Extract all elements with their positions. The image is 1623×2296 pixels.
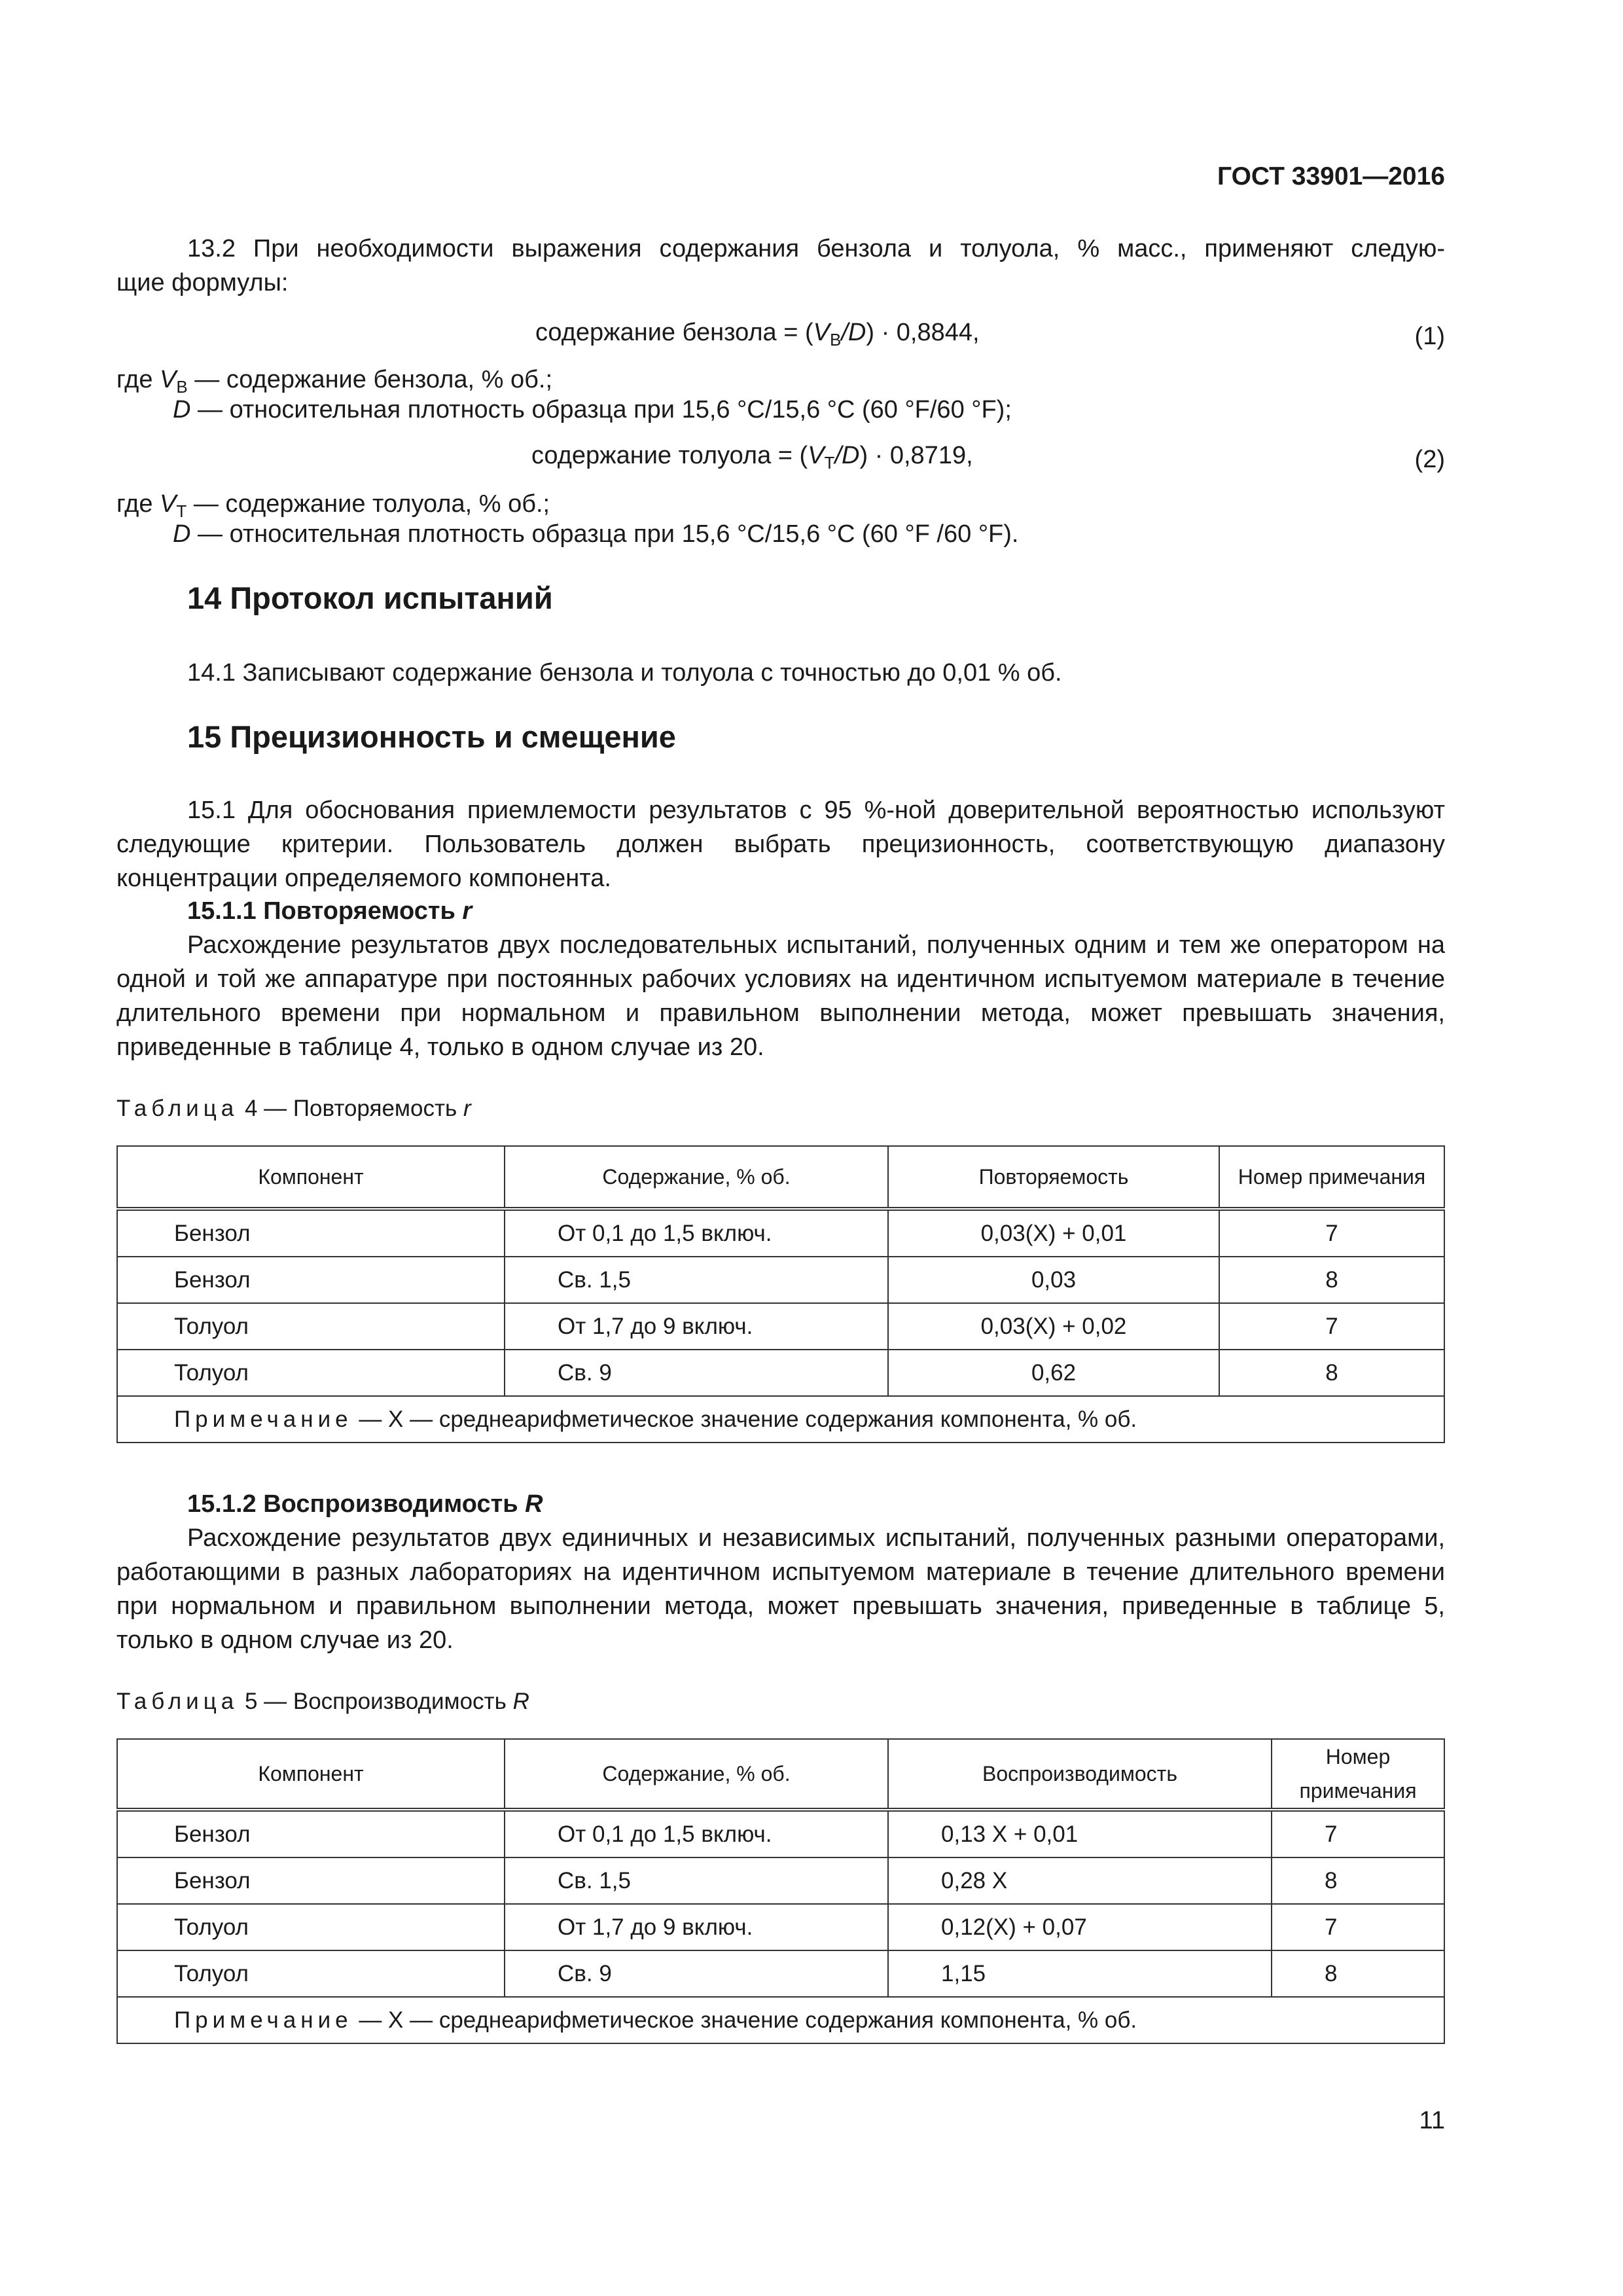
- table-cell: Бензол: [117, 1209, 505, 1257]
- table-row: [117, 1257, 1444, 1303]
- table5-note: Примечание — X — среднеарифметическое значение содержания компонента, % об.: [117, 1997, 1444, 2043]
- table-cell: 8: [1219, 1257, 1444, 1303]
- table-cell: 0,03(X) + 0,02: [888, 1303, 1219, 1350]
- table-cell: Св. 9: [505, 1350, 888, 1396]
- table4-header-repeatability: Повторяемость: [888, 1146, 1219, 1209]
- table-5: [116, 1738, 1445, 2044]
- formula-2: содержание толуола = $(V_T/D) \cdot 0,8719$,: [531, 442, 973, 473]
- formula-1-number: (1): [1414, 323, 1445, 350]
- formula-1: содержание бензола = $(V_B/D) \cdot 0,8844$,: [535, 319, 980, 350]
- section-15-heading: 15 Прецизионность и смещение: [187, 719, 676, 754]
- heading-15-1-1: 15.1.1 Повторяемость r: [187, 897, 473, 925]
- para-15-1: 15.1 Для обоснования приемлемости результатов с 95 %-ной доверительной вероятностью используют следующие критерии. Пользователь должен выбрать прецизионность, соответствующую диапазону концентрации определяемого компонента.: [116, 797, 1445, 892]
- table-cell: Бензол: [117, 1810, 505, 1857]
- table5-header-content: Содержание, % об.: [505, 1739, 888, 1810]
- table-cell: 7: [1272, 1904, 1444, 1950]
- where-1a: где $V_B$ — содержание бензола, % об.;: [116, 366, 553, 397]
- table-cell: 8: [1272, 1950, 1444, 1997]
- table-cell: От 0,1 до 1,5 включ.: [505, 1810, 888, 1857]
- table-cell: Св. 1,5: [505, 1257, 888, 1303]
- table-cell: От 1,7 до 9 включ.: [505, 1303, 888, 1350]
- table-row: [117, 1904, 1444, 1950]
- table-cell: 0,03(X) + 0,01: [888, 1209, 1219, 1257]
- para-14-1: 14.1 Записывают содержание бензола и толуола с точностью до 0,01 % об.: [187, 659, 1062, 687]
- where-2b: D — относительная плотность образца при 15,6 °C/15,6 °C (60 °F /60 °F).: [173, 520, 1019, 548]
- table-note-row: [117, 1396, 1444, 1443]
- para-13-2-line2: щие формулы:: [116, 269, 289, 296]
- table4-note: Примечание — X — среднеарифметическое значение содержания компонента, % об.: [117, 1396, 1444, 1443]
- table-cell: Толуол: [117, 1303, 505, 1350]
- where-1b: D — относительная плотность образца при 15,6 °C/15,6 °C (60 °F/60 °F);: [173, 396, 1012, 423]
- table-cell: Бензол: [117, 1857, 505, 1904]
- table-cell: Толуол: [117, 1904, 505, 1950]
- section-14-heading: 14 Протокол испытаний: [187, 581, 553, 615]
- table-row: [117, 1209, 1444, 1257]
- table-row: [117, 1350, 1444, 1396]
- table4-caption: Таблица 4 — Повторяемость r: [116, 1096, 471, 1121]
- table-cell: 8: [1272, 1857, 1444, 1904]
- heading-15-1-2: 15.1.2 Воспроизводимость R: [187, 1490, 543, 1518]
- table4-header-component: Компонент: [117, 1146, 505, 1209]
- table5-header-reproducibility: Воспроизводимость: [888, 1739, 1272, 1810]
- para-15-1-1: Расхождение результатов двух последовательных испытаний, полученных одним и тем же оператором на одной и той же аппаратуре при постоянных рабочих условиях на идентичном испытуемом материале в течение длительного времени при нормальном и правильном выполнении метода, может превышать значения, приведенные в таблице 4, только в одном случае из 20.: [116, 931, 1445, 1061]
- table5-header-component: Компонент: [117, 1739, 505, 1810]
- table5-header-note-number: Номер примечания: [1272, 1739, 1444, 1810]
- document-id: ГОСТ 33901—2016: [1217, 162, 1445, 190]
- table-cell: 7: [1272, 1810, 1444, 1857]
- table-cell: Св. 1,5: [505, 1857, 888, 1904]
- page-number: 11: [1419, 2107, 1445, 2134]
- table4-header-note-number: Номер примечания: [1219, 1146, 1444, 1209]
- table-cell: 0,28 X: [888, 1857, 1272, 1904]
- table-row: [117, 1950, 1444, 1997]
- table-cell: Толуол: [117, 1950, 505, 1997]
- table-cell: Бензол: [117, 1257, 505, 1303]
- table-cell: 0,03: [888, 1257, 1219, 1303]
- table5-caption: Таблица 5 — Воспроизводимость R: [116, 1689, 529, 1714]
- table-cell: От 0,1 до 1,5 включ.: [505, 1209, 888, 1257]
- table-cell: 7: [1219, 1209, 1444, 1257]
- table-row: [117, 1810, 1444, 1857]
- where-2a: где $V_T$ — содержание толуола, % об.;: [116, 490, 550, 521]
- formula-2-number: (2): [1414, 446, 1445, 473]
- table-4: [116, 1145, 1445, 1443]
- table-cell: Толуол: [117, 1350, 505, 1396]
- para-15-1-2: Расхождение результатов двух единичных и независимых испытаний, полученных разными операторами, работающими в разных лабораториях на идентичном испытуемом материале в течение длительного времени при нормальном и правильном выполнении метода, может превышать значения, приведенные в таблице 5, только в одном случае из 20.: [116, 1524, 1445, 1654]
- table-cell: От 1,7 до 9 включ.: [505, 1904, 888, 1950]
- table-row: [117, 1857, 1444, 1904]
- table-cell: 0,13 X + 0,01: [888, 1810, 1272, 1857]
- table4-header-content: Содержание, % об.: [505, 1146, 888, 1209]
- para-13-2-line1: 13.2 При необходимости выражения содержания бензола и толуола, % масс., применяют следую-: [187, 235, 1445, 262]
- table-cell: 0,12(X) + 0,07: [888, 1904, 1272, 1950]
- table-row: [117, 1303, 1444, 1350]
- table-cell: 7: [1219, 1303, 1444, 1350]
- table-cell: 8: [1219, 1350, 1444, 1396]
- table-cell: 0,62: [888, 1350, 1219, 1396]
- table-cell: 1,15: [888, 1950, 1272, 1997]
- table-note-row: [117, 1997, 1444, 2043]
- table-cell: Св. 9: [505, 1950, 888, 1997]
